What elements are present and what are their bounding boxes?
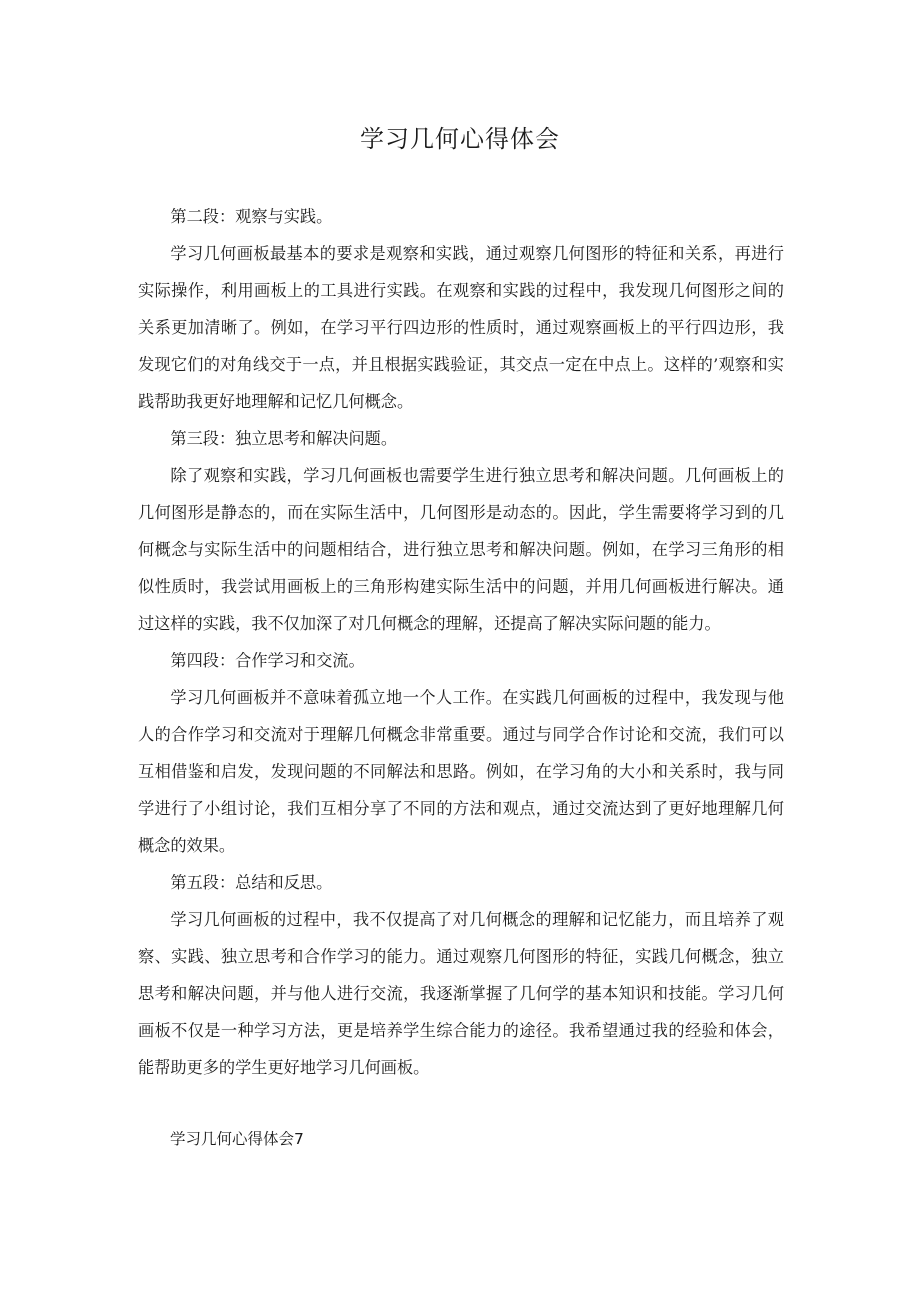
section-heading-5: 第五段：总结和反思。 bbox=[170, 873, 333, 892]
next-section-heading: 学习几何心得体会7 bbox=[170, 1130, 304, 1148]
paragraph-observation: 学习几何画板最基本的要求是观察和实践，通过观察几何图形的特征和关系，再进行实际操作，利用画板上的工具进行实践。在观察和实践的过程中，我发现几何图形之间的关系更加清晰了。例如，在学习平行四边形的性质时，通过观察画板上的平行四边形，我发现它们的对角线交于一点，并且根据实践验证，其交点一定在中点上。这样的’观察和实践帮助我更好地理解和记忆几何概念。 bbox=[138, 244, 784, 411]
section-heading-2: 第二段：观察与实践。 bbox=[170, 207, 333, 226]
paragraph-independent-thinking: 除了观察和实践，学习几何画板也需要学生进行独立思考和解决问题。几何画板上的几何图形是静态的，而在实际生活中，几何图形是动态的。因此，学生需要将学习到的几何概念与实际生活中的问题相结合，进行独立思考和解决问题。例如，在学习三角形的相似性质时，我尝试用画板上的三角形构建实际生活中的问题，并用几何画板进行解决。通过这样的实践，我不仅加深了对几何概念的理解，还提高了解决实际问题的能力。 bbox=[138, 466, 784, 633]
section-heading-4: 第四段：合作学习和交流。 bbox=[170, 651, 365, 670]
paragraph-summary: 学习几何画板的过程中，我不仅提高了对几何概念的理解和记忆能力，而且培养了观察、实践、独立思考和合作学习的能力。通过观察几何图形的特征，实践几何概念，独立思考和解决问题，并与他人进行交流，我逐渐掌握了几何学的基本知识和技能。学习几何画板不仅是一种学习方法，更是培养学生综合能力的途径。我希望通过我的经验和体会，能帮助更多的学生更好地学习几何画板。 bbox=[138, 910, 784, 1077]
document-body bbox=[138, 198, 784, 1086]
section-heading-3: 第三段：独立思考和解决问题。 bbox=[170, 429, 398, 448]
document-title: 学习几何心得体会 bbox=[360, 125, 560, 153]
paragraph-cooperation: 学习几何画板并不意味着孤立地一个人工作。在实践几何画板的过程中，我发现与他人的合作学习和交流对于理解几何概念非常重要。通过与同学合作讨论和交流，我们可以互相借鉴和启发，发现问题的不同解法和思路。例如，在学习角的大小和关系时，我与同学进行了小组讨论，我们互相分享了不同的方法和观点，通过交流达到了更好地理解几何概念的效果。 bbox=[138, 688, 784, 855]
